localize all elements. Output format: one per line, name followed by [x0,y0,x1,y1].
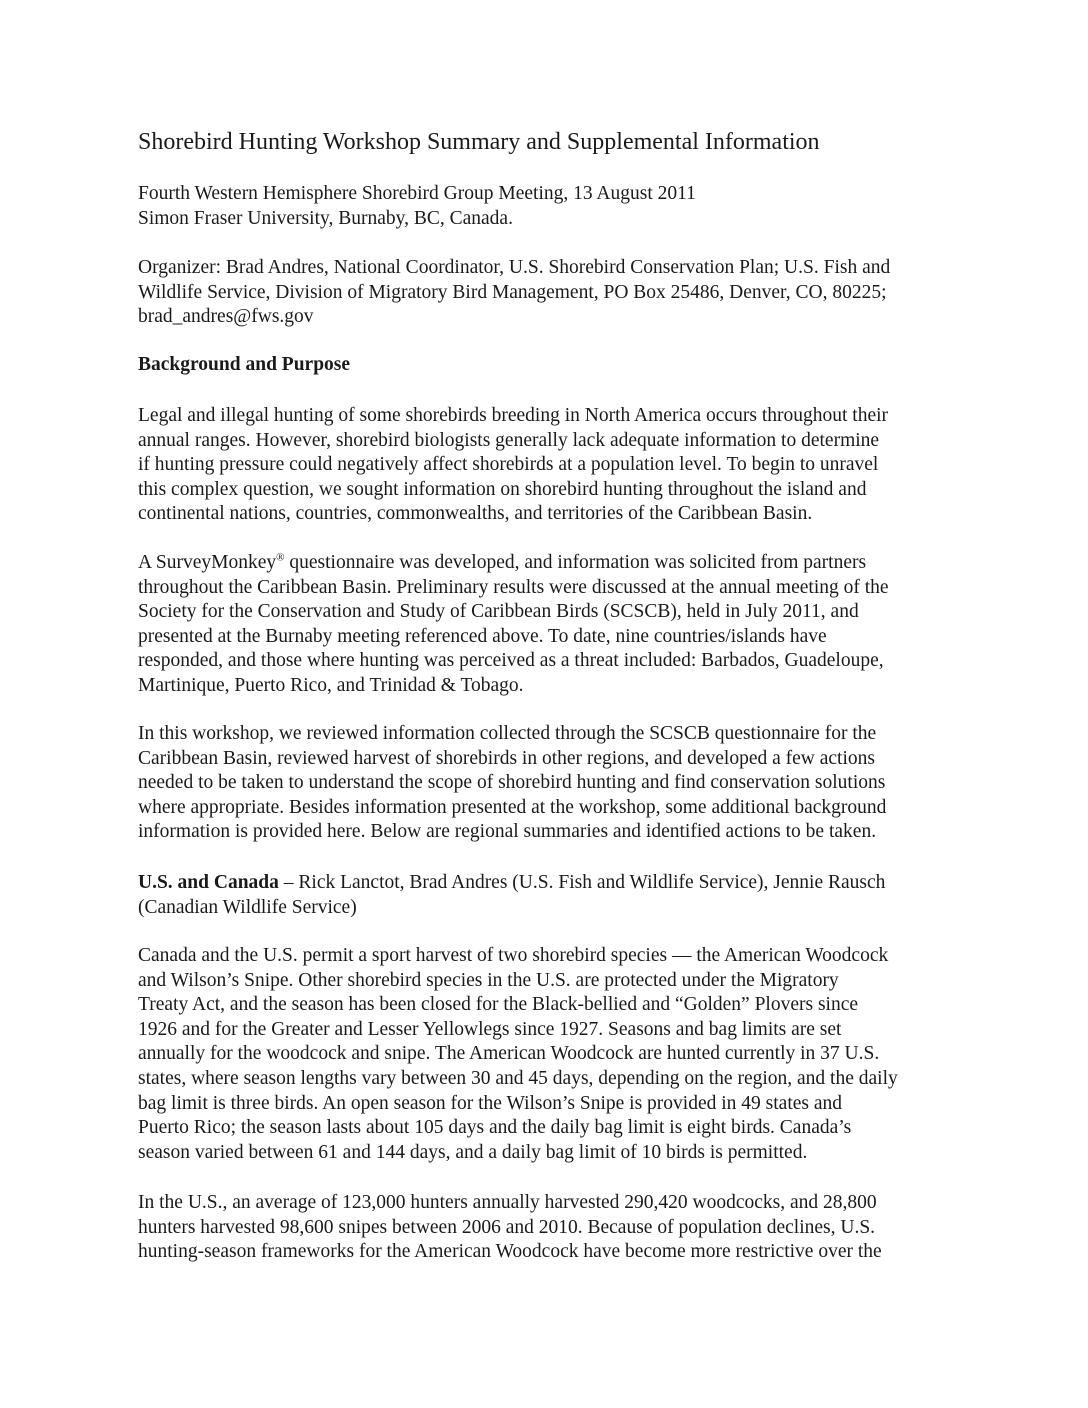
paragraph-line: annually for the woodcock and snipe. The American Woodcock are hunted currently in 37 U.S. [138,1043,880,1065]
paragraph-line: annual ranges. However, shorebird biologists generally lack adequate information to determine [138,429,880,451]
registered-mark: ® [276,551,285,564]
paragraph-line: Canada and the U.S. permit a sport harvest of two shorebird species — the American Woodcock [138,945,889,966]
paragraph-line: In this workshop, we reviewed information collected through the SCSCB questionnaire for the [138,723,877,744]
paragraph-line: (Canadian Wildlife Service) [138,896,357,918]
authors-text: – Rick Lanctot, Brad Andres (U.S. Fish and Wildlife Service), Jennie Rausch [278,872,886,893]
meeting-info [138,182,968,231]
paragraph-line: information is provided here. Below are regional summaries and identified actions to be taken. [138,821,877,843]
organizer-email: brad_andres@fws.gov [138,306,314,328]
organizer-info [138,256,968,330]
section-heading-us-canada: U.S. and Canada [138,872,279,893]
paragraph-line: Legal and illegal hunting of some shorebirds breeding in North America occurs throughout their [138,405,889,426]
paragraph-line: Treaty Act, and the season has been closed for the Black-bellied and “Golden” Plovers since [138,994,859,1016]
paragraph-survey [138,551,968,699]
paragraph-line: this complex question, we sought information on shorebird hunting throughout the island and [138,478,867,500]
paragraph-line: presented at the Burnaby meeting referenced above. To date, nine countries/islands have [138,625,827,647]
meeting-line: Fourth Western Hemisphere Shorebird Group Meeting, 13 August 2011 [138,183,696,204]
section-heading-background: Background and Purpose [138,354,351,375]
paragraph-line: if hunting pressure could negatively affect shorebirds at a population level. To begin to unravel [138,454,879,476]
paragraph-line [138,551,968,576]
paragraph-harvest-rules [138,944,968,1165]
organizer-line: Organizer: Brad Andres, National Coordinator, U.S. Shorebird Conservation Plan; U.S. Fish and [138,257,891,278]
paragraph-line: 1926 and for the Greater and Lesser Yellowlegs since 1927. Seasons and bag limits are set [138,1018,842,1040]
paragraph-line: and Wilson’s Snipe. Other shorebird species in the U.S. are protected under the Migratory [138,969,839,991]
paragraph-line: responded, and those where hunting was perceived as a threat included: Barbados, Guadeloupe, [138,650,884,672]
paragraph-line: throughout the Caribbean Basin. Preliminary results were discussed at the annual meeting of the [138,576,889,598]
paragraph-line: Caribbean Basin, reviewed harvest of shorebirds in other regions, and developed a few actions [138,747,875,769]
paragraph-line: Puerto Rico; the season lasts about 105 days and the daily bag limit is eight birds. Canada’s [138,1117,852,1139]
paragraph-line: needed to be taken to understand the scope of shorebird hunting and find conservation solutions [138,772,886,794]
paragraph-background [138,404,968,527]
paragraph-line: season varied between 61 and 144 days, and a daily bag limit of 10 birds is permitted. [138,1141,808,1163]
meeting-line: Simon Fraser University, Burnaby, BC, Canada. [138,207,513,229]
paragraph-line: In the U.S., an average of 123,000 hunters annually harvested 290,420 woodcocks, and 28,800 [138,1192,877,1213]
paragraph-line: continental nations, countries, commonwealths, and territories of the Caribbean Basin. [138,503,813,525]
paragraph-line: states, where season lengths vary between 30 and 45 days, depending on the region, and the daily [138,1067,898,1089]
paragraph-line: Martinique, Puerto Rico, and Trinidad & Tobago. [138,674,524,696]
document-title: Shorebird Hunting Workshop Summary and Supplemental Information [138,129,820,155]
survey-text-prefix: A SurveyMonkey [138,552,277,573]
paragraph-line: hunters harvested 98,600 snipes between 2006 and 2010. Because of population declines, U.S. [138,1216,876,1238]
paragraph-line [138,871,968,896]
paragraph-workshop [138,722,968,845]
paragraph-harvest-stats [138,1191,968,1265]
organizer-line: Wildlife Service, Division of Migratory Bird Management, PO Box 25486, Denver, CO, 80225; [138,281,887,303]
paragraph-line: Society for the Conservation and Study of Caribbean Birds (SCSCB), held in July 2011, and [138,601,859,623]
paragraph-line: hunting-season frameworks for the American Woodcock have become more restrictive over the [138,1241,882,1263]
paragraph-line: where appropriate. Besides information presented at the workshop, some additional background [138,796,887,818]
section-us-canada-authors [138,871,968,920]
survey-text-suffix: questionnaire was developed, and information was solicited from partners [284,552,867,573]
paragraph-line: bag limit is three birds. An open season for the Wilson’s Snipe is provided in 49 states and [138,1092,843,1114]
